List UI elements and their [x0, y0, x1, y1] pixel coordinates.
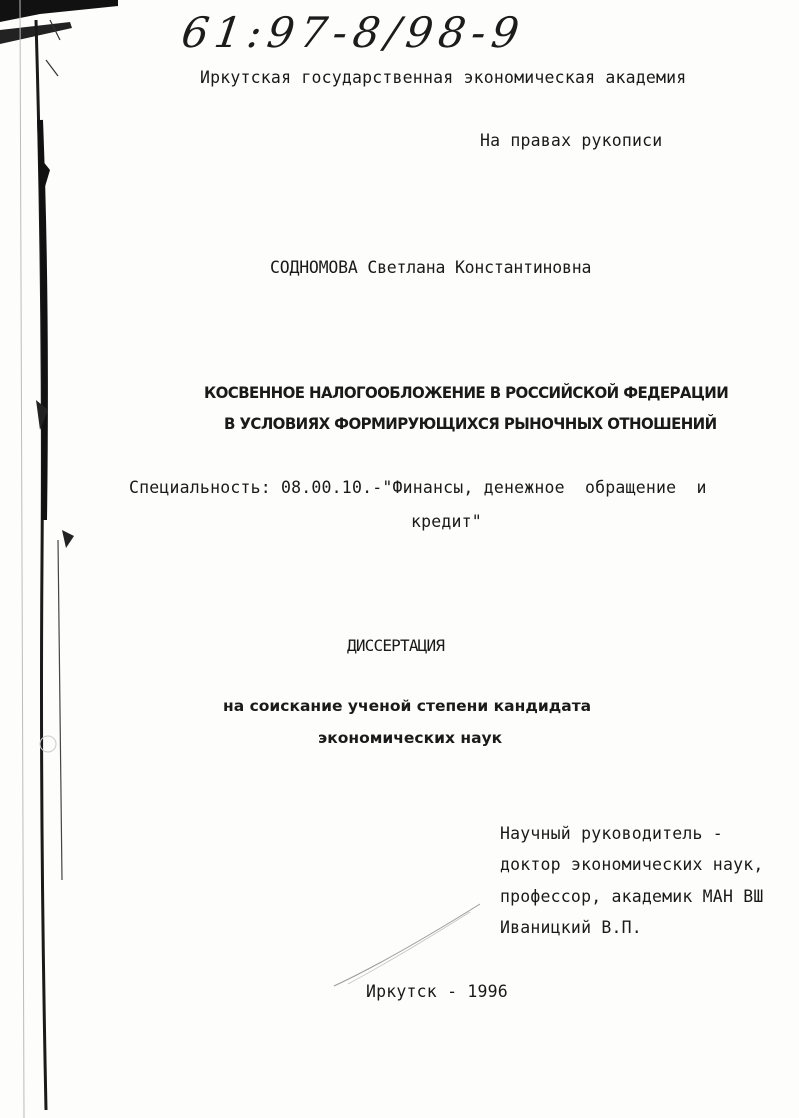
supervisor-line-1: Научный руководитель - [500, 824, 723, 843]
degree-line-1: на соискание ученой степени кандидата [223, 697, 592, 715]
archive-number-handwritten: 61:97-8/98-9 [178, 8, 528, 57]
specialty-line-2: кредит" [411, 512, 482, 531]
binding-edge-shadow [0, 0, 120, 1118]
supervisor-line-2: доктор экономических наук, [500, 855, 764, 874]
supervisor-line-3: профессор, академик МАН ВШ [500, 887, 764, 906]
specialty-line-1: Специальность: 08.00.10.-"Финансы, денежное обращение и [129, 478, 707, 497]
dissertation-title-line-1: КОСВЕННОЕ НАЛОГООБЛОЖЕНИЕ В РОССИЙСКОЙ ФЕДЕРАЦИИ [204, 383, 729, 403]
document-type: ДИССЕРТАЦИЯ [347, 636, 445, 655]
dissertation-title-line-2: В УСЛОВИЯХ ФОРМИРУЮЩИХСЯ РЫНОЧНЫХ ОТНОШЕНИЙ [224, 414, 717, 434]
scan-scratch [330, 900, 490, 990]
supervisor-line-4: Иваницкий В.П. [500, 918, 642, 937]
place-year: Иркутск - 1996 [366, 982, 508, 1001]
degree-line-2: экономических наук [318, 729, 503, 747]
rights-note: На правах рукописи [480, 131, 663, 150]
author-name: СОДНОМОВА Светлана Константиновна [270, 258, 592, 277]
institution-name: Иркутская государственная экономическая академия [200, 68, 687, 87]
